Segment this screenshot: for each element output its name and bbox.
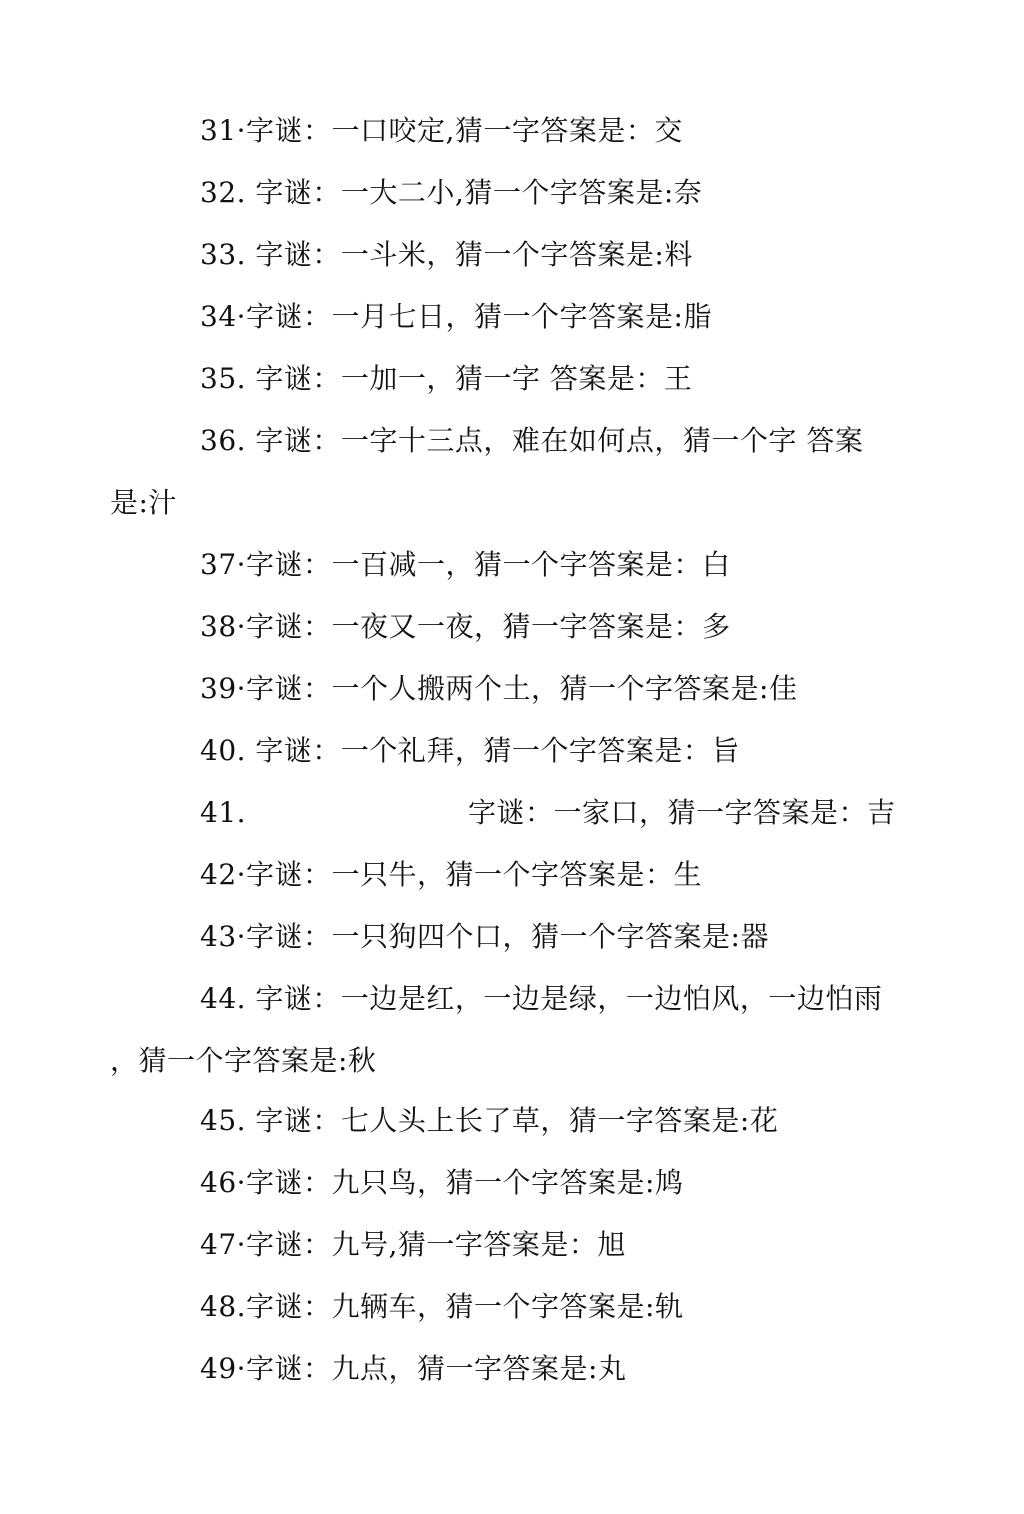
riddle-49: 49·字谜：九点，猜一字答案是:丸	[200, 1352, 627, 1385]
riddle-31: 31·字谜：一口咬定,猜一字答案是：交	[200, 114, 683, 147]
riddle-43: 43·字谜：一只狗四个口，猜一个字答案是:器	[200, 920, 769, 953]
riddle-42: 42·字谜：一只牛，猜一个字答案是：生	[200, 858, 703, 891]
riddle-32: 32. 字谜：一大二小,猜一个字答案是:奈	[200, 176, 703, 209]
riddle-33: 33. 字谜：一斗米，猜一个字答案是:料	[200, 238, 693, 271]
riddle-36-continuation: 是:汁	[110, 486, 177, 519]
riddle-48: 48.字谜：九辆车，猜一个字答案是:轨	[200, 1290, 684, 1323]
riddle-37: 37·字谜：一百减一，猜一个字答案是：白	[200, 548, 731, 581]
riddle-44: 44. 字谜：一边是红，一边是绿，一边怕风，一边怕雨	[200, 982, 883, 1015]
riddle-34: 34·字谜：一月七日，猜一个字答案是:脂	[200, 300, 712, 333]
riddle-47: 47·字谜：九号,猜一字答案是：旭	[200, 1228, 626, 1261]
riddle-41-number: 41.	[200, 796, 247, 829]
riddle-39: 39·字谜：一个人搬两个土，猜一个字答案是:佳	[200, 672, 798, 705]
riddle-46: 46·字谜：九只鸟，猜一个字答案是:鸠	[200, 1166, 684, 1199]
riddle-41	[200, 793, 896, 833]
riddle-38: 38·字谜：一夜又一夜，猜一字答案是：多	[200, 610, 731, 643]
riddle-45: 45. 字谜：七人头上长了草，猜一字答案是:花	[200, 1104, 779, 1137]
riddle-44-continuation: ，猜一个字答案是:秋	[110, 1044, 377, 1077]
riddle-40: 40. 字谜：一个礼拜，猜一个字答案是：旨	[200, 734, 740, 767]
riddle-35: 35. 字谜：一加一，猜一字 答案是：王	[200, 362, 693, 395]
riddle-41-text: 字谜：一家口，猜一字答案是：吉	[468, 796, 896, 829]
riddle-36: 36. 字谜：一字十三点，难在如何点，猜一个字 答案	[200, 424, 864, 457]
